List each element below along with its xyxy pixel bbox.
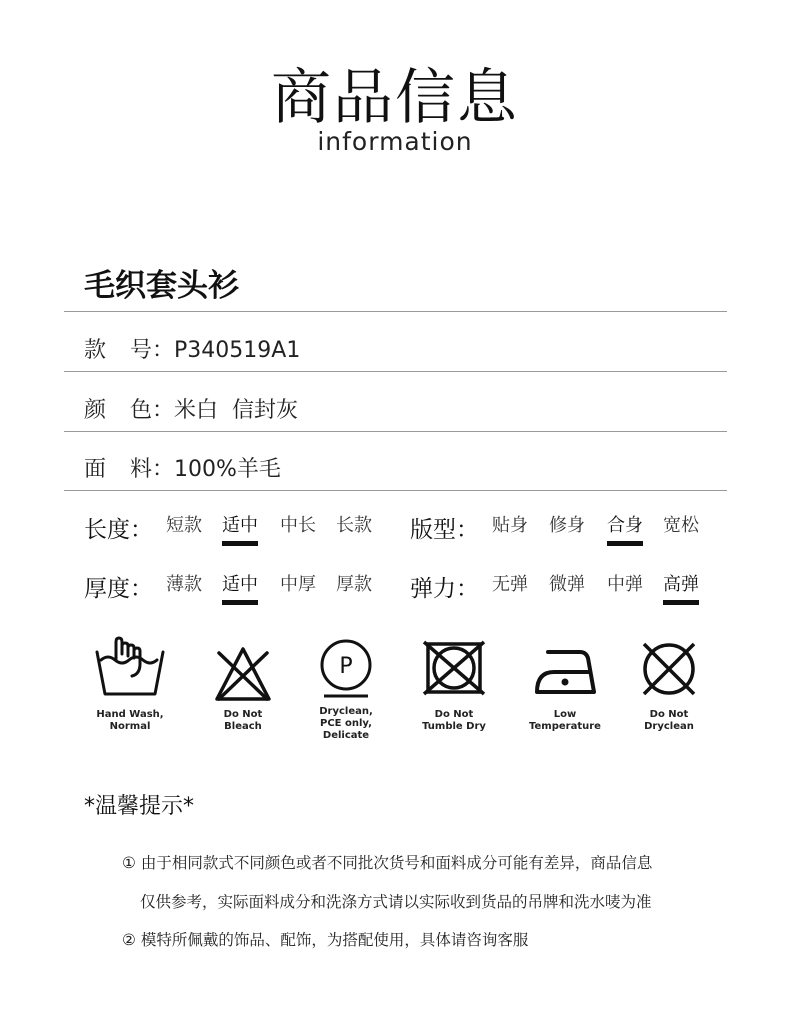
- divider: [64, 490, 727, 491]
- fit-option: 贴身: [492, 515, 528, 536]
- do-not-dryclean-icon: [640, 640, 698, 698]
- divider: [64, 311, 727, 312]
- elasticity-label: 弹力：: [410, 576, 479, 602]
- care-label: Do Not Tumble Dry: [422, 709, 486, 732]
- elasticity-option: 无弹: [492, 574, 528, 595]
- divider: [64, 431, 727, 432]
- fit-option-selected: 合身: [607, 513, 643, 539]
- elasticity-option: 中弹: [607, 574, 643, 595]
- dryclean-p-symbol: P: [339, 654, 353, 679]
- product-name: 毛织套头衫: [84, 268, 239, 304]
- style-number-key-1: 款: [84, 338, 107, 363]
- thickness-option-selected: 适中: [222, 572, 258, 598]
- divider: [64, 371, 727, 372]
- do-not-tumble-dry-icon: [422, 640, 486, 696]
- thickness-option: 薄款: [166, 574, 202, 595]
- color-key-2: 色：: [130, 398, 175, 423]
- iron-low-temperature-icon: [534, 646, 596, 696]
- tip-item-2: ② 模特所佩戴的饰品、配饰，为搭配使用，具体请咨询客服: [122, 931, 529, 949]
- length-option: 长款: [336, 515, 372, 536]
- thickness-label: 厚度：: [84, 576, 153, 602]
- care-label: Do Not Dryclean: [644, 709, 694, 732]
- style-number-value: P340519A1: [174, 338, 301, 363]
- care-label: Hand Wash, Normal: [96, 709, 164, 732]
- length-label: 长度：: [84, 517, 153, 543]
- tip-item-1-line-1: ① 由于相同款式不同颜色或者不同批次货号和面料成分可能有差异，商品信息: [122, 854, 653, 872]
- thickness-option: 中厚: [280, 574, 316, 595]
- fit-label: 版型：: [410, 517, 479, 543]
- color-key-1: 颜: [84, 398, 107, 423]
- fabric-value: 100%羊毛: [174, 457, 281, 482]
- care-label: Dryclean, PCE only, Delicate: [319, 706, 373, 741]
- dryclean-p-icon: [318, 639, 374, 699]
- fabric-row: [84, 455, 281, 485]
- do-not-bleach-icon: [214, 645, 272, 703]
- fit-option: 修身: [549, 515, 585, 536]
- page-title: 商品信息: [271, 63, 519, 133]
- color-value: 米白 信封灰: [174, 398, 299, 423]
- hand-wash-icon: [94, 634, 166, 698]
- style-number-row: [84, 336, 300, 366]
- elasticity-option: 微弹: [549, 574, 585, 595]
- length-option: 短款: [166, 515, 202, 536]
- fabric-key-1: 面: [84, 457, 107, 482]
- care-label: Do Not Bleach: [223, 709, 263, 732]
- style-number-key-2: 号：: [130, 338, 175, 363]
- length-option-selected: 适中: [222, 513, 258, 539]
- color-row: [84, 396, 298, 426]
- fit-option: 宽松: [663, 515, 699, 536]
- length-option: 中长: [280, 515, 316, 536]
- tips-title: *温馨提示*: [84, 794, 195, 819]
- care-label: Low Temperature: [529, 709, 601, 732]
- thickness-option: 厚款: [336, 574, 372, 595]
- fabric-key-2: 料：: [130, 457, 175, 482]
- elasticity-option-selected: 高弹: [663, 572, 699, 598]
- tip-item-1-line-2: 仅供参考，实际面料成分和洗涤方式请以实际收到货品的吊牌和洗水唛为准: [140, 893, 652, 911]
- page-subtitle: information: [317, 127, 473, 156]
